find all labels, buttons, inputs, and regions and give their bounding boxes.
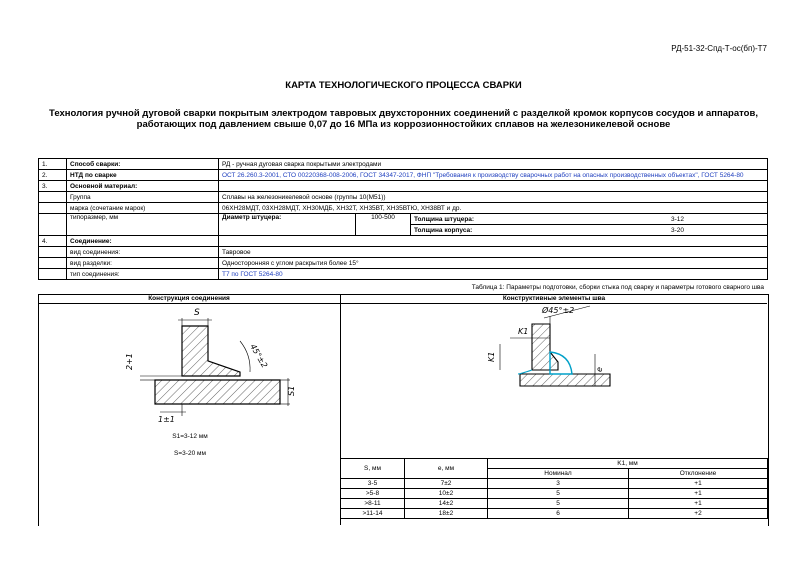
column-header-deviation: Отклонение [629, 469, 768, 479]
card-title: КАРТА ТЕХНОЛОГИЧЕСКОГО ПРОЦЕССА СВАРКИ [285, 80, 522, 91]
table-caption: Таблица 1: Параметры подготовки, сборки стыка под сварку и параметры готового сварного шва [471, 284, 764, 291]
table-row [39, 269, 768, 280]
dimension-c: 1±1 [158, 415, 175, 424]
note-s1: S1=3-12 мм [172, 433, 208, 440]
joint-construction-header: Конструкция соединения [148, 295, 230, 302]
dimension-s: S [194, 308, 200, 318]
table-row [39, 214, 768, 225]
row-label: Основной материал: [67, 181, 219, 192]
table-row [39, 181, 768, 192]
groove-kind-value: Односторонняя с углом раскрытия более 15° [219, 258, 768, 269]
diameter-label: Диаметр штуцера: [219, 214, 356, 236]
row-label: Способ сварки: [67, 159, 219, 170]
table-row [39, 159, 768, 170]
row-number: 1. [39, 159, 67, 170]
weld-elements-drawing [470, 304, 630, 414]
standards-value: ОСТ 26.260.3-2001, СТО 00220368-008-2006, ГОСТ 34347-2017, ФНП "Требования к производству сварочных работ на опасных производственных объектах", ГОСТ 5264-80 [219, 170, 768, 181]
material-grade-value: 06ХН28МДТ, 03ХН28МДТ, ХН30МДБ, ХН32Т, ХН35ВТ, ХН35ВТЮ, ХН38ВТ и др. [219, 203, 768, 214]
table-row [39, 258, 768, 269]
nozzle-thickness-label: Толщина штуцера: [414, 215, 475, 223]
row-label: вид соединения: [67, 247, 219, 258]
material-group-value: Сплавы на железоникелевой основе (группы 10(М51)) [219, 192, 768, 203]
welding-method-value: РД - ручная дуговая сварка покрытыми электродами [219, 159, 768, 170]
dimension-e: e [595, 367, 604, 372]
row-number: 4. [39, 236, 67, 247]
column-header-nominal: Номинал [488, 469, 629, 479]
process-parameters-table [38, 158, 768, 280]
row-label: вид разделки: [67, 258, 219, 269]
joint-kind-value: Тавровое [219, 247, 768, 258]
weld-angle: Ø45°±2 [542, 306, 575, 315]
body-thickness-value: 3-20 [671, 226, 685, 234]
dimension-s1: S1 [287, 385, 296, 396]
table-row: >8-11 14±2 5 +1 [341, 499, 768, 509]
row-label: Соединение: [67, 236, 219, 247]
table-row [39, 203, 768, 214]
table-row [39, 192, 768, 203]
joint-construction-drawing [100, 306, 300, 436]
weld-dimensions-table [340, 458, 768, 519]
table-row: 3-5 7±2 3 +1 [341, 479, 768, 489]
svg-text:K1: K1 [487, 351, 496, 362]
row-label: НТД по сварке [67, 170, 219, 181]
table-row [39, 236, 768, 247]
row-label: марка (сочетание марок) [67, 203, 219, 214]
row-label: типоразмер, мм [67, 214, 219, 236]
row-number: 2. [39, 170, 67, 181]
dimension-gap: 2+1 [125, 353, 134, 370]
table-row: >5-8 10±2 5 +1 [341, 489, 768, 499]
row-label: Группа [67, 192, 219, 203]
table-row [39, 247, 768, 258]
bevel-angle: 45°±2 [248, 342, 270, 370]
document-id: РД-51-32-Спд-Т-ос(бп)-Т7 [671, 44, 767, 53]
note-s: S=3-20 мм [174, 450, 206, 457]
column-header-s: S, мм [341, 459, 405, 479]
row-number: 3. [39, 181, 67, 192]
table-row [39, 170, 768, 181]
joint-type-value: Т7 по ГОСТ 5264-80 [219, 269, 768, 280]
card-subtitle: Технология ручной дуговой сварки покрытым электродом тавровых двухсторонних соединений с разделкой кромок корпусов сосудов и аппаратов, работающих под давлением свыше 0,07 до 16 МПа из коррозионностойких сплавов на железоникелевой основе [49, 108, 758, 130]
column-header-e: e, мм [405, 459, 488, 479]
row-label: тип соединения: [67, 269, 219, 280]
nozzle-thickness-value: 3-12 [671, 215, 685, 223]
body-thickness-label: Толщина корпуса: [414, 226, 473, 234]
weld-elements-header: Конструктивные элементы шва [502, 295, 606, 302]
column-header-k1: K1, мм [488, 459, 768, 469]
table-row: >11-14 18±2 6 +2 [341, 509, 768, 519]
diameter-value: 100-500 [356, 214, 411, 236]
dimension-k1: K1 [518, 327, 529, 336]
